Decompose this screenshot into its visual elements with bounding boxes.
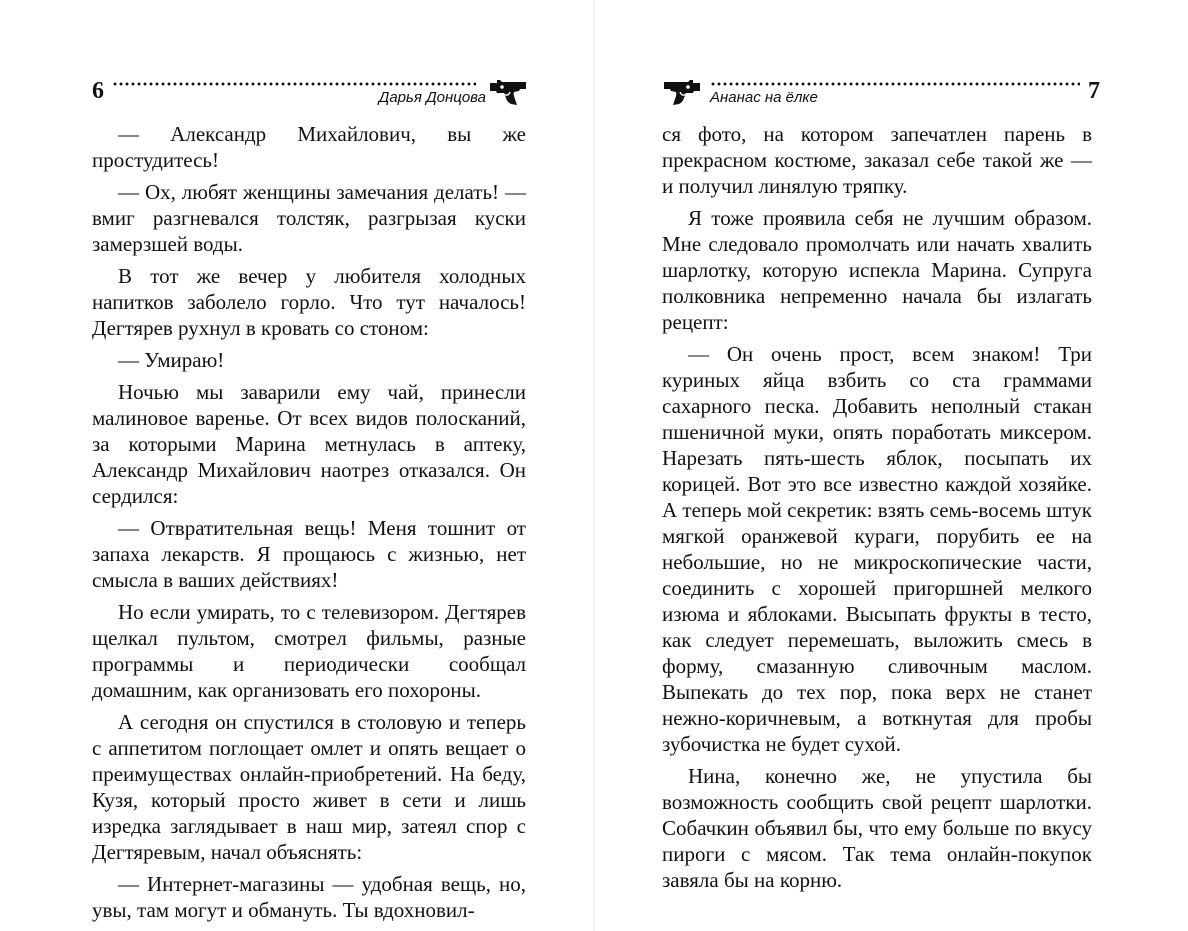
page-number: 6 bbox=[92, 78, 104, 104]
page-number: 7 bbox=[1088, 78, 1100, 104]
paragraph: В тот же вечер у любителя холодных напитков заболело горло. Что тут началось! Дегтярев рухнул в кровать со стоном: bbox=[92, 264, 526, 340]
left-body-text bbox=[92, 121, 526, 929]
running-head-author: Дарья Донцова bbox=[378, 89, 486, 106]
dotted-rule bbox=[112, 82, 476, 86]
paragraph: — Он очень прост, всем знаком! Три куриных яйца взбить со ста граммами сахарного песка. Добавить неполный стакан пшеничной муки, опять поработать миксером. Нарезать пять-шесть яблок, посыпать их корицей. Вот это все известно каждой хозяйке. А теперь мой секретик: взять семь-восемь штук мягкой оранжевой кураги, порубить ее на небольшие, но не микроскопические части, соединить с хорошей пригоршней мелкого изюма и яблоками. Высыпать фрукты в тесто, как следует перемешать, выложить смесь в форму, смазанную сливочным маслом. Выпекать до тех пор, пока верх не станет нежно-коричневым, а воткнутая для пробы зубочистка не будет сухой. bbox=[662, 342, 1092, 756]
revolver-icon bbox=[488, 78, 528, 106]
dotted-rule bbox=[710, 82, 1080, 86]
right-page bbox=[594, 0, 1188, 931]
paragraph: А сегодня он спустился в столовую и теперь с аппетитом поглощает омлет и опять вещает о преимуществах онлайн-приобретений. На беду, Кузя, который просто живет в сети и лишь изредка заглядывает в наш мир, затеял спор с Дегтяревым, начал объяснять: bbox=[92, 710, 526, 864]
left-running-head bbox=[92, 74, 528, 110]
paragraph: Нина, конечно же, не упустила бы возможность сообщить свой рецепт шарлотки. Собачкин объявил бы, что ему больше по вкусу пироги с мясом. Так тема онлайн-покупок завяла бы на корню. bbox=[662, 764, 1092, 892]
paragraph: Ночью мы заварили ему чай, принесли малиновое варенье. От всех видов полосканий, за которыми Марина метнулась в аптеку, Александр Михайлович наотрез отказался. Он сердился: bbox=[92, 380, 526, 508]
paragraph: Я тоже проявила себя не лучшим образом. Мне следовало промолчать или начать хвалить шарлотку, которую испекла Марина. Супруга полковника непременно начала бы излагать рецепт: bbox=[662, 206, 1092, 334]
paragraph: — Ох, любят женщины замечания делать! — вмиг разгневался толстяк, разгрызая куски замерзшей воды. bbox=[92, 180, 526, 256]
paragraph: — Отвратительная вещь! Меня тошнит от запаха лекарств. Я прощаюсь с жизнью, нет смысла в ваших действиях! bbox=[92, 516, 526, 592]
right-running-head bbox=[662, 74, 1100, 110]
paragraph: — Умираю! bbox=[118, 348, 225, 372]
paragraph-continuation: ся фото, на котором запечатлен парень в прекрасном костюме, заказал себе такой же — и получил линялую тряпку. bbox=[662, 122, 1092, 198]
paragraph: — Интернет-магазины — удобная вещь, но, увы, там могут и обмануть. Ты вдохновил- bbox=[92, 872, 526, 922]
revolver-icon bbox=[662, 78, 702, 106]
right-body-text bbox=[662, 121, 1092, 899]
paragraph: Но если умирать, то с телевизором. Дегтярев щелкал пультом, смотрел фильмы, разные программы и периодически сообщал домашним, как организовать его похороны. bbox=[92, 600, 526, 702]
running-head-title: Ананас на ёлке bbox=[710, 89, 818, 106]
paragraph: — Александр Михайлович, вы же простудитесь! bbox=[92, 122, 526, 172]
